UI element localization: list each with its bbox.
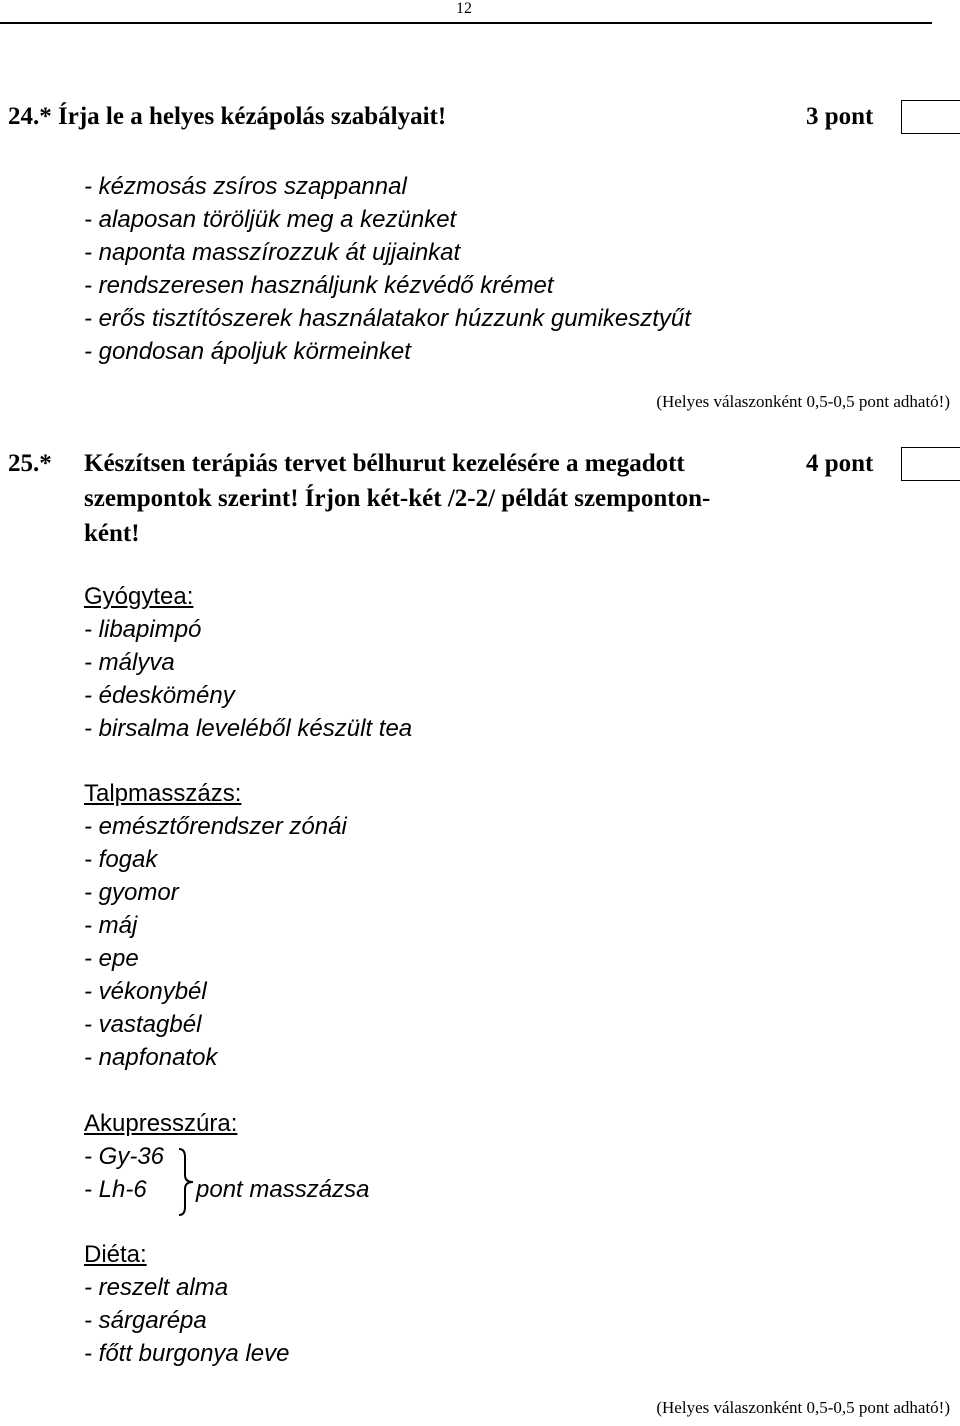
q24-answer-3: - naponta masszírozzuk át ujjainkat xyxy=(84,239,461,266)
question-24-title: 24.* Írja le a helyes kézápolás szabályait! xyxy=(8,103,447,130)
question-25-points: 4 pont xyxy=(806,450,874,477)
q24-answer-6: - gondosan ápoljuk körmeinket xyxy=(84,338,411,365)
talpmasszazs-item-1: - emésztőrendszer zónái xyxy=(84,813,347,840)
dieta-item-3: - főtt burgonya leve xyxy=(84,1340,290,1367)
gyogytea-item-3: - édeskömény xyxy=(84,682,235,709)
question-24-score-box[interactable] xyxy=(901,100,960,134)
gyogytea-heading: Gyógytea: xyxy=(84,583,194,610)
akupresszura-item-1: - Gy-36 xyxy=(84,1143,165,1170)
dieta-item-1: - reszelt alma xyxy=(84,1274,229,1301)
question-24-points: 3 pont xyxy=(806,103,874,130)
q24-scoring-note: (Helyes válaszonként 0,5-0,5 pont adható!) xyxy=(656,392,950,411)
q24-answer-4: - rendszeresen használjunk kézvédő krémet xyxy=(84,272,554,299)
curly-brace-icon xyxy=(175,1147,197,1217)
question-25-line-2: szempontok szerint! Írjon két-két /2-2/ példát szemponton- xyxy=(84,485,711,512)
header-divider xyxy=(0,22,932,24)
question-25-number: 25.* xyxy=(8,450,52,477)
akupresszura-item-2: - Lh-6 xyxy=(84,1176,147,1203)
talpmasszazs-item-7: - vastagbél xyxy=(84,1011,202,1038)
gyogytea-item-1: - libapimpó xyxy=(84,616,202,643)
page-number: 12 xyxy=(456,0,472,17)
q25-scoring-note: (Helyes válaszonként 0,5-0,5 pont adható!) xyxy=(656,1398,950,1417)
talpmasszazs-item-2: - fogak xyxy=(84,846,158,873)
dieta-item-2: - sárgarépa xyxy=(84,1307,207,1334)
q24-answer-1: - kézmosás zsíros szappannal xyxy=(84,173,407,200)
talpmasszazs-item-4: - máj xyxy=(84,912,138,939)
akupresszura-brace-text: pont masszázsa xyxy=(196,1176,370,1203)
talpmasszazs-item-8: - napfonatok xyxy=(84,1044,218,1071)
akupresszura-heading: Akupresszúra: xyxy=(84,1110,238,1137)
q24-answer-2: - alaposan töröljük meg a kezünket xyxy=(84,206,457,233)
gyogytea-item-2: - mályva xyxy=(84,649,175,676)
gyogytea-item-4: - birsalma leveléből készült tea xyxy=(84,715,413,742)
q24-answer-5: - erős tisztítószerek használatakor húzzunk gumikesztyűt xyxy=(84,305,691,332)
question-25-score-box[interactable] xyxy=(901,447,960,481)
dieta-heading: Diéta: xyxy=(84,1241,147,1268)
question-25-line-3: ként! xyxy=(84,520,140,547)
talpmasszazs-item-5: - epe xyxy=(84,945,139,972)
question-25-line-1: Készítsen terápiás tervet bélhurut kezelésére a megadott xyxy=(84,450,685,477)
talpmasszazs-item-3: - gyomor xyxy=(84,879,179,906)
talpmasszazs-item-6: - vékonybél xyxy=(84,978,207,1005)
talpmasszazs-heading: Talpmasszázs: xyxy=(84,780,242,807)
